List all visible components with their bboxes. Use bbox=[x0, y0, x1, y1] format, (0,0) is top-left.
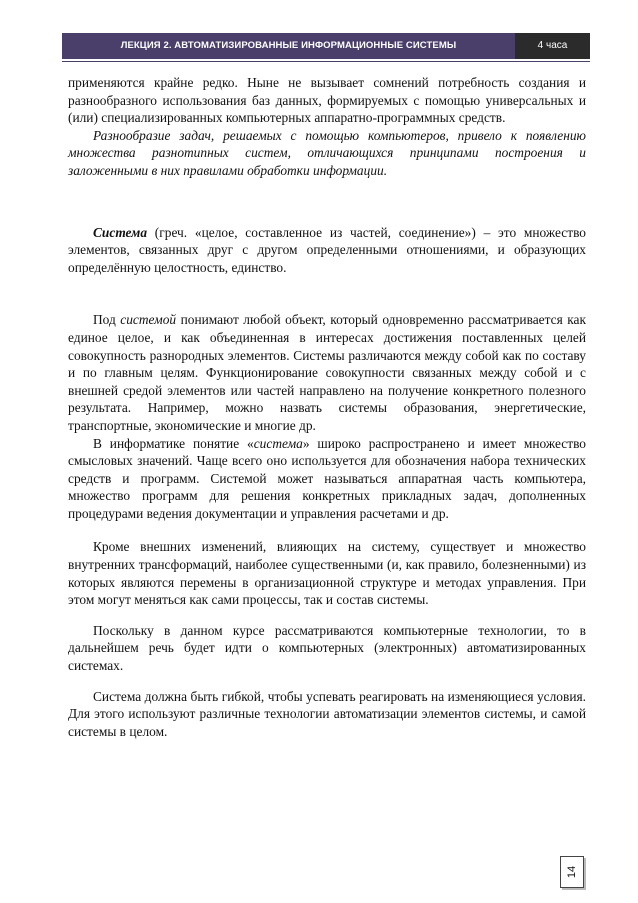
paragraph-8: Система должна быть гибкой, чтобы успевать реагировать на изменяющиеся условия. Для этого используют различные технологии автоматизации элементов системы, и самой системы в целом. bbox=[68, 688, 586, 739]
paragraph-5-lead: В информатике понятие « bbox=[93, 435, 254, 451]
paragraph-4-text: понимают любой объект, который одновременно рассматривается как единое целое, и как объединенная в интересах достижения поставленных целей совокупность разнородных элементов. Системы различаются между собой как по составу и по главным целям. Функционирование совокупности связанных между собой и с внешней средой элементов или частей направлено на получение конкретного полезного результата. Например, можно назвать системы образования, энергетические, транспортные, экономические и многие др. bbox=[68, 312, 586, 433]
paragraph-2: Разнообразие задач, решаемых с помощью компьютеров, привело к появлению множества разнотипных систем, отличающихся принципами построения и заложенными в них правилами обработки информации. bbox=[68, 127, 586, 178]
paragraph-3 bbox=[68, 224, 586, 277]
paragraph-5-text: » широко распространено и имеет множество смысловых значений. Чаще всего оно используется для обозначения набора технических средств и программ. Системой может называться аппаратная часть компьютера, множество программ для решения конкретных прикладных задач, дополненных процедурами ведения документации и управления расчетами и др. bbox=[68, 435, 586, 521]
lecture-hours: 4 часа bbox=[515, 33, 590, 59]
paragraph-4-lead: Под bbox=[93, 312, 121, 328]
paragraph-7: Поскольку в данном курсе рассматриваются компьютерные технологии, то в дальнейшем речь будет идти о компьютерных (электронных) автоматизированных системах. bbox=[68, 622, 586, 674]
page-header bbox=[62, 33, 590, 59]
paragraph-1: применяются крайне редко. Ныне не вызывает сомнений потребность создания и разнообразного использования баз данных, формируемых с помощью универсальных и (или) специализированных компьютерных аппаратно-программных средств. bbox=[68, 75, 586, 126]
paragraph-6: Кроме внешних изменений, влияющих на систему, существует и множество внутренних трансформаций, наиболее существенными (и, как правило, болезненными) из которых являются перемены в организационной структуре и методах управления. При этом могут меняться как сами процессы, так и состав системы. bbox=[68, 539, 586, 608]
page-number-box bbox=[560, 856, 584, 888]
page-number: 14 bbox=[566, 865, 578, 879]
paragraph-5 bbox=[68, 435, 586, 523]
term-sistema-2: система bbox=[253, 435, 303, 451]
lecture-title: ЛЕКЦИЯ 2. АВТОМАТИЗИРОВАННЫЕ ИНФОРМАЦИОННЫЕ СИСТЕМЫ bbox=[62, 33, 515, 59]
paragraph-4 bbox=[68, 311, 586, 434]
paragraph-3-text: (греч. «целое, составленное из частей, соединение») – это множество элементов, связанных друг с другом определенными отношениями, и образующих определённую целостность, единство. bbox=[68, 224, 586, 275]
document-body bbox=[68, 74, 586, 740]
term-sistemoy: системой bbox=[120, 312, 177, 328]
term-sistema: Система bbox=[93, 224, 148, 240]
header-divider bbox=[62, 61, 590, 62]
